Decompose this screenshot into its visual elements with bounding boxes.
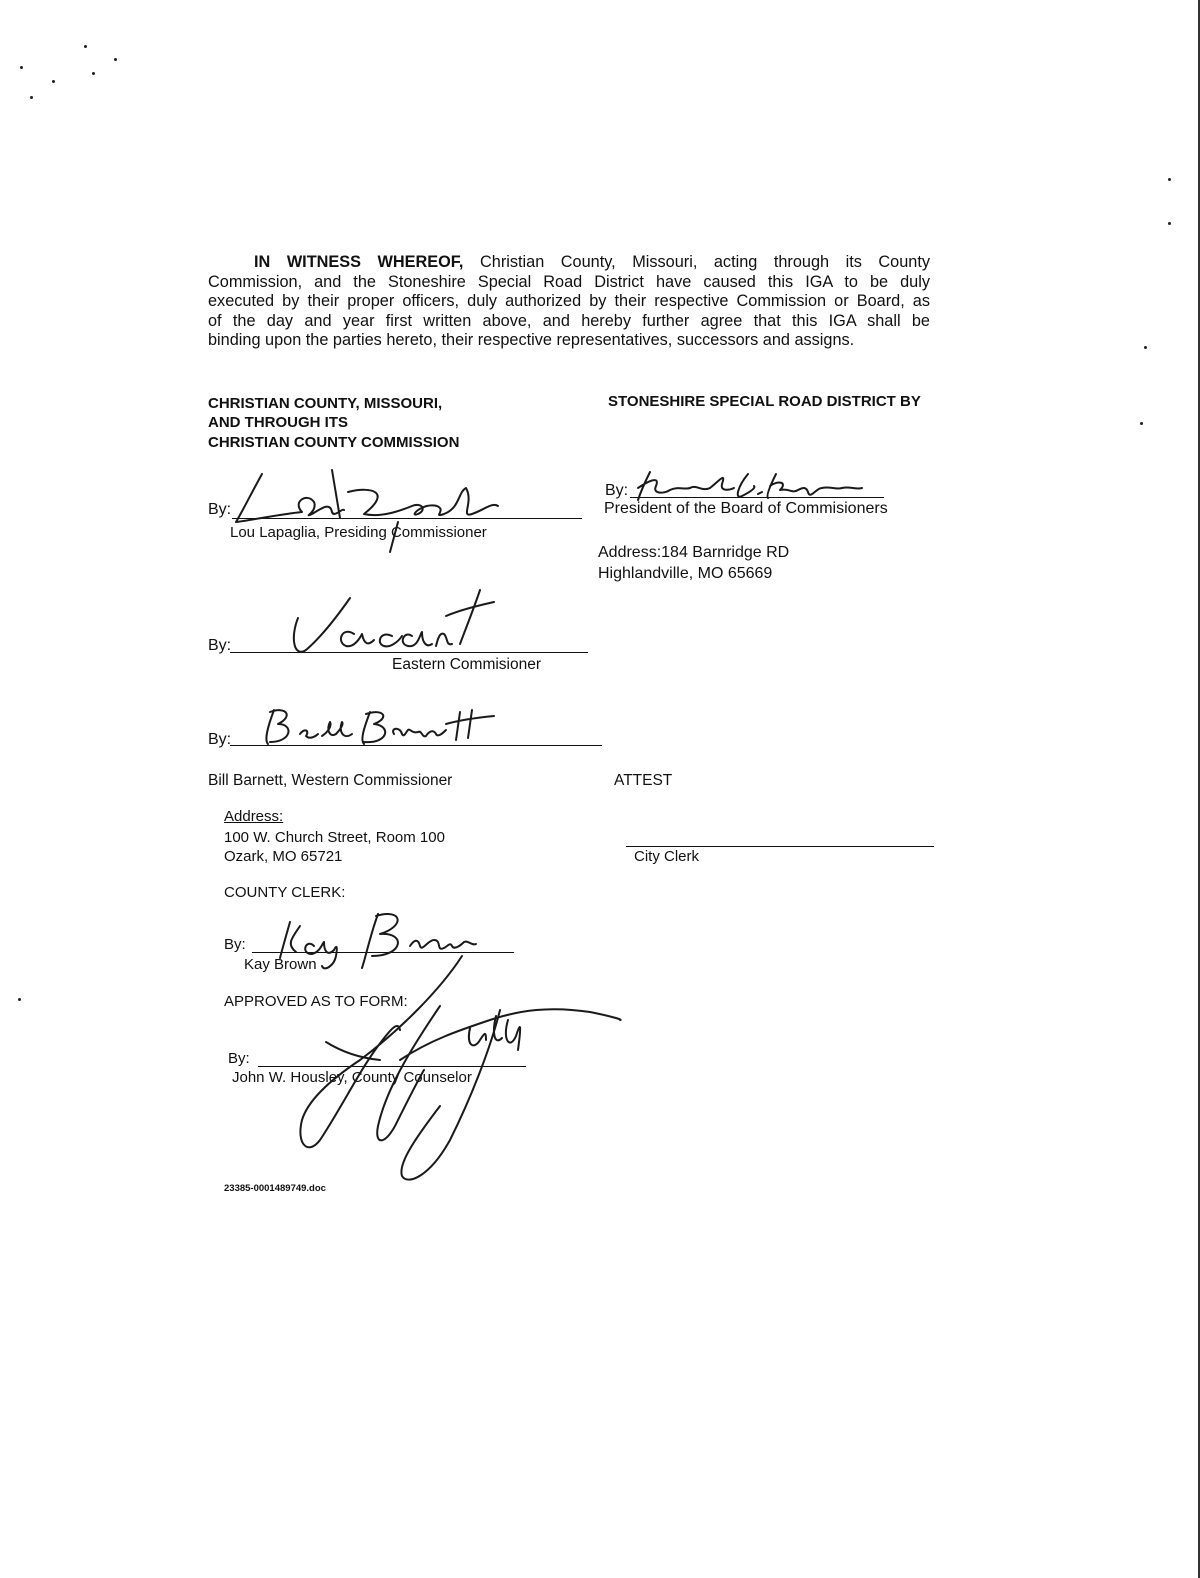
county-clerk-label: COUNTY CLERK:: [224, 884, 346, 901]
witness-paragraph: [208, 253, 930, 351]
district-sig-name: President of the Board of Commisioners: [604, 500, 888, 517]
county-heading-line1: CHRISTIAN COUNTY, MISSOURI,: [208, 395, 443, 412]
vacant-signature: [280, 578, 500, 668]
city-clerk-line: [626, 846, 934, 847]
sig3-name: Bill Barnett, Western Commissioner: [208, 772, 453, 789]
barnett-signature: [260, 702, 500, 752]
county-address-line2: Ozark, MO 65721: [224, 848, 343, 865]
paragraph-line-1: IN WITNESS WHEREOF, Christian County, Missouri, acting through its County: [254, 253, 931, 271]
kuper-signature: [630, 466, 890, 506]
sig5-by-label: By:: [228, 1050, 250, 1067]
approved-label: APPROVED AS TO FORM:: [224, 993, 408, 1010]
sig2-name: Eastern Commisioner: [392, 656, 542, 673]
county-heading-line3: CHRISTIAN COUNTY COMMISSION: [208, 434, 460, 451]
sig4-name: Kay Brown: [244, 956, 317, 973]
district-by-label: By:: [605, 482, 629, 499]
sig3-by-label: By:: [208, 731, 232, 748]
attest-label: ATTEST: [614, 772, 673, 789]
county-heading-line2: AND THROUGH ITS: [208, 414, 348, 431]
county-address-label: Address:: [224, 808, 284, 825]
paragraph-line-2: Commission, and the Stoneshire Special Road District have caused this IGA to be duly: [208, 272, 930, 291]
sig4-by-label: By:: [224, 936, 246, 953]
doc-id: 23385-0001489749.doc: [224, 1183, 326, 1194]
city-clerk-label: City Clerk: [634, 848, 700, 865]
district-heading: STONESHIRE SPECIAL ROAD DISTRICT BY: [608, 393, 921, 410]
sig5-name: John W. Housley, County Counselor: [232, 1069, 472, 1086]
sig1-by-label: By:: [208, 501, 232, 518]
paragraph-line-4: of the day and year first written above, and hereby further agree that this IGA shall be: [208, 311, 930, 330]
paragraph-line-5: binding upon the parties hereto, their respective representatives, successors and assigns.: [208, 331, 855, 350]
sig2-by-label: By:: [208, 637, 232, 654]
paragraph-lead: IN WITNESS WHEREOF,: [254, 253, 464, 271]
housley-signature: [290, 950, 630, 1190]
county-address-line1: 100 W. Church Street, Room 100: [224, 829, 445, 846]
lapaglia-signature: [222, 462, 522, 562]
district-address-line2: Highlandville, MO 65669: [598, 565, 773, 582]
district-address-line1: Address:184 Barnridge RD: [598, 544, 790, 561]
sig1-name: Lou Lapaglia, Presiding Commissioner: [230, 524, 487, 541]
paragraph-line-3: executed by their proper officers, duly authorized by their respective Commission or Board, as: [208, 292, 930, 311]
